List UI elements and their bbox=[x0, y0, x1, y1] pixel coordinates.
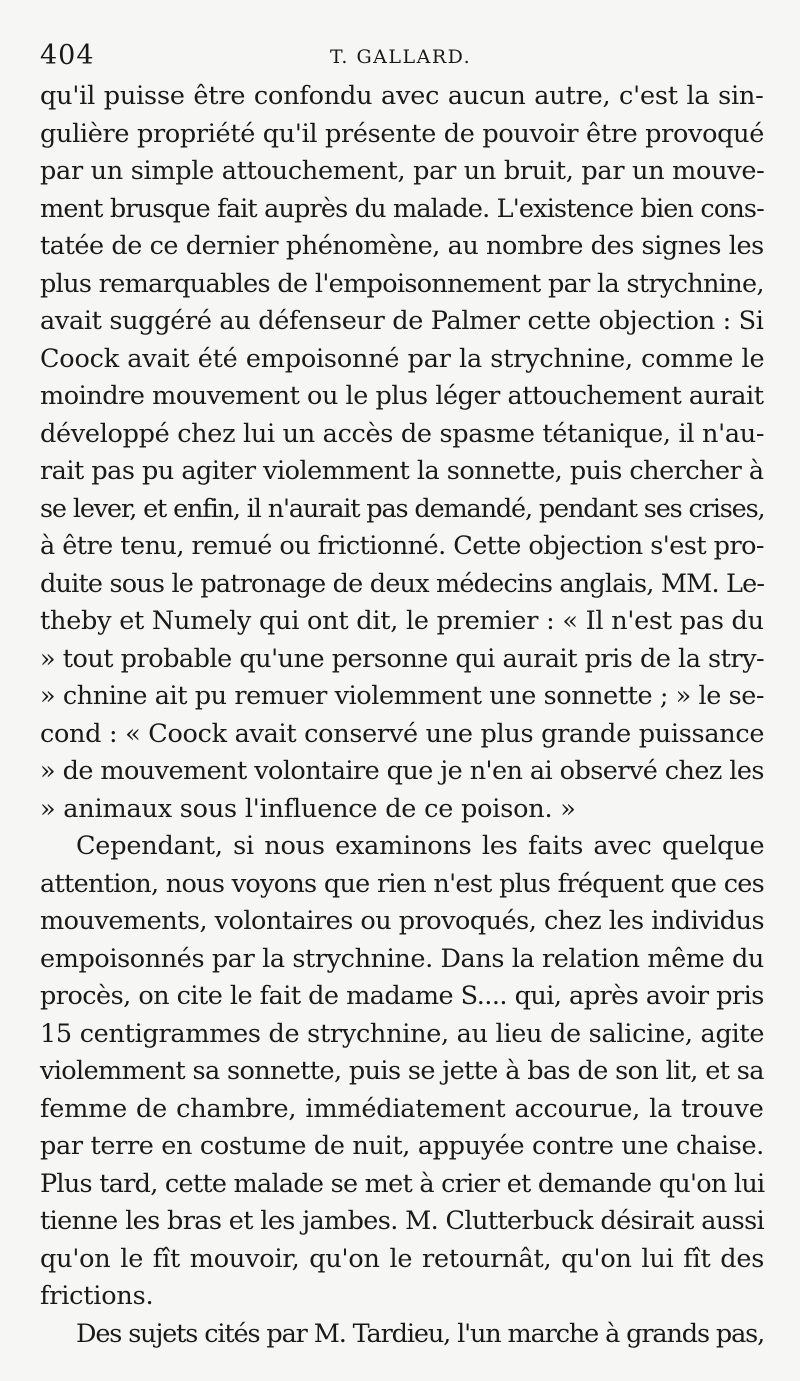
text-line: Des sujets cités par M. Tardieu, l'un marche à grands pas, bbox=[76, 1318, 765, 1349]
paragraph-1 bbox=[40, 78, 764, 828]
text-line: Coock avait été empoisonné par la strychnine, comme le bbox=[40, 343, 765, 374]
text-line: femme de chambre, immédiatement accourue, la trouve bbox=[40, 1093, 764, 1124]
text-line: » tout probable qu'une personne qui aurait pris de la stry- bbox=[40, 643, 765, 674]
body-text bbox=[40, 78, 764, 1353]
text-line: à être tenu, remué ou frictionné. Cette objection s'est pro- bbox=[40, 531, 764, 561]
text-line: » de mouvement volontaire que je n'en ai observé chez les bbox=[40, 756, 764, 786]
text-line: tienne les bras et les jambes. M. Clutterbuck désirait aussi bbox=[40, 1206, 765, 1236]
text-line: attention, nous voyons que rien n'est plus fréquent que ces bbox=[40, 868, 765, 899]
text-line: par terre en costume de nuit, appuyée contre une chaise. bbox=[40, 1131, 764, 1161]
text-line: qu'il puisse être confondu avec aucun autre, c'est la sin- bbox=[40, 81, 764, 111]
paragraph-2 bbox=[40, 828, 764, 1316]
text-line: 15 centigrammes de strychnine, au lieu de salicine, agite bbox=[40, 1018, 765, 1049]
text-line: » animaux sous l'influence de ce poison. » bbox=[40, 793, 576, 824]
text-line: rait pas pu agiter violemment la sonnette, puis chercher à bbox=[40, 456, 764, 486]
running-title: T. GALLARD. bbox=[330, 46, 472, 68]
text-line: moindre mouvement ou le plus léger attouchement aurait bbox=[40, 381, 764, 411]
text-line: avait suggéré au défenseur de Palmer cette objection : Si bbox=[40, 306, 764, 336]
text-line: frictions. bbox=[40, 1281, 154, 1311]
text-line: Plus tard, cette malade se met à crier et demande qu'on lui bbox=[40, 1168, 765, 1199]
text-line: cond : « Coock avait conservé une plus grande puissance bbox=[40, 718, 765, 749]
text-line: procès, on cite le fait de madame S.... qui, après avoir pris bbox=[40, 981, 764, 1011]
running-head bbox=[40, 40, 760, 76]
text-line: plus remarquables de l'empoisonnement par la strychnine, bbox=[40, 268, 764, 299]
paragraph-3 bbox=[40, 1316, 764, 1354]
text-line: par un simple attouchement, par un bruit, par un mouve- bbox=[40, 156, 765, 186]
text-line: ment brusque fait auprès du malade. L'existence bien cons- bbox=[40, 193, 764, 224]
text-line: theby et Numely qui ont dit, le premier : « Il n'est pas du bbox=[40, 606, 764, 636]
text-line: tatée de ce dernier phénomène, au nombre des signes les bbox=[40, 231, 764, 261]
page-number: 404 bbox=[40, 40, 95, 71]
text-line: gulière propriété qu'il présente de pouvoir être provoqué bbox=[40, 118, 765, 149]
text-line: qu'on le fît mouvoir, qu'on le retournât, qu'on lui fît des bbox=[40, 1243, 765, 1274]
text-line: » chnine ait pu remuer violemment une sonnette ; » le se- bbox=[40, 681, 765, 711]
text-line: mouvements, volontaires ou provoqués, chez les individus bbox=[40, 906, 765, 936]
text-line: empoisonnés par la strychnine. Dans la relation même du bbox=[40, 943, 764, 974]
text-line: duite sous le patronage de deux médecins anglais, MM. Le- bbox=[40, 568, 765, 599]
text-line: Cependant, si nous examinons les faits avec quelque bbox=[76, 831, 765, 861]
text-line: se lever, et enfin, il n'aurait pas demandé, pendant ses crises, bbox=[40, 493, 765, 524]
text-line: développé chez lui un accès de spasme tétanique, il n'au- bbox=[40, 418, 765, 449]
text-line: violemment sa sonnette, puis se jette à bas de son lit, et sa bbox=[40, 1056, 764, 1086]
